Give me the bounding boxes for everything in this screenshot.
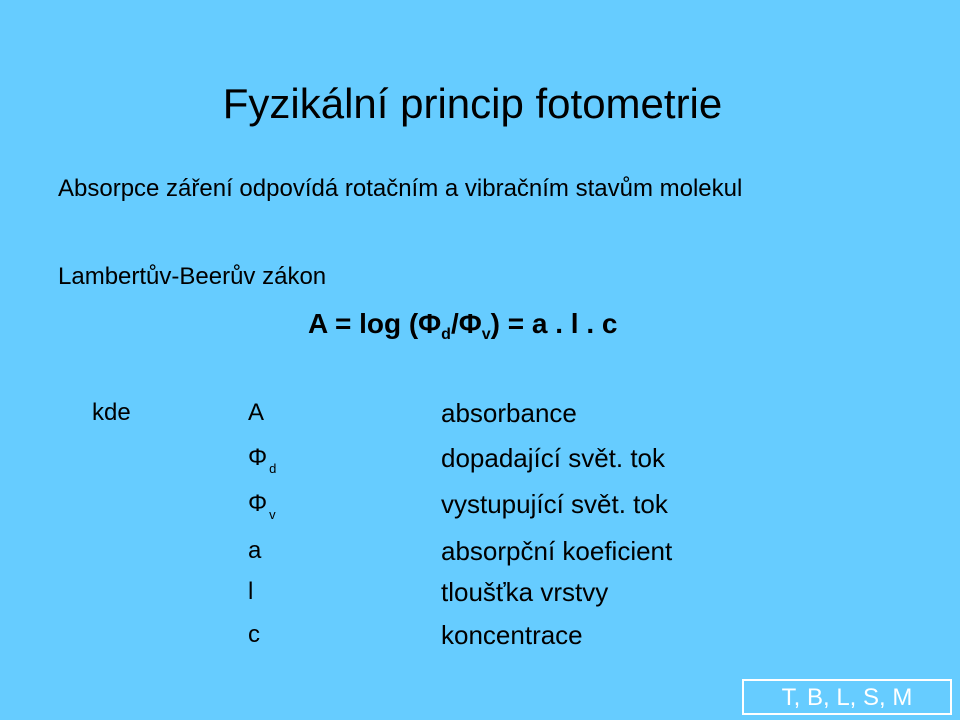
symbol-text: Φ	[248, 490, 268, 517]
lambert-beer-formula	[308, 306, 617, 342]
legend-symbol-thickness	[248, 577, 255, 607]
legend-symbol-concentration	[248, 620, 262, 650]
formula-sub-v: v	[481, 326, 491, 343]
footer-authors: T, B, L, S, M	[781, 684, 913, 711]
intro-text: Absorpce záření odpovídá rotačním a vibračním stavům molekul	[58, 175, 743, 202]
legend-symbol-absorbance	[248, 398, 266, 428]
legend-description-thickness: tloušťka vrstvy	[441, 577, 609, 607]
legend-symbol-coefficient	[248, 536, 263, 566]
slide-title: Fyzikální princip fotometrie	[222, 80, 723, 127]
formula-mid: /Φ	[450, 308, 482, 339]
symbol-text: A	[248, 399, 265, 426]
symbol-text: c	[248, 621, 260, 648]
symbol-sub: v	[269, 507, 276, 522]
formula-lhs: A = log (Φ	[308, 308, 442, 339]
legend-description-concentration: koncentrace	[441, 620, 583, 650]
symbol-text: Φ	[248, 444, 268, 471]
legend-symbol-incident-flux	[248, 443, 277, 476]
legend-description-absorbance: absorbance	[441, 398, 577, 428]
legend-description-incident-flux: dopadající svět. tok	[441, 443, 666, 473]
legend-label: kde	[92, 399, 131, 426]
formula-sub-d: d	[441, 326, 451, 343]
legend-description-outgoing-flux: vystupující svět. tok	[441, 489, 668, 519]
formula-rhs: ) = a . l . c	[490, 308, 618, 339]
legend-symbol-outgoing-flux	[248, 489, 276, 522]
symbol-text: l	[248, 578, 254, 605]
symbol-sub: d	[269, 461, 277, 476]
law-name: Lambertův-Beerův zákon	[58, 263, 327, 290]
symbol-text: a	[248, 537, 262, 564]
legend-description-coefficient: absorpční koeficient	[441, 536, 673, 566]
